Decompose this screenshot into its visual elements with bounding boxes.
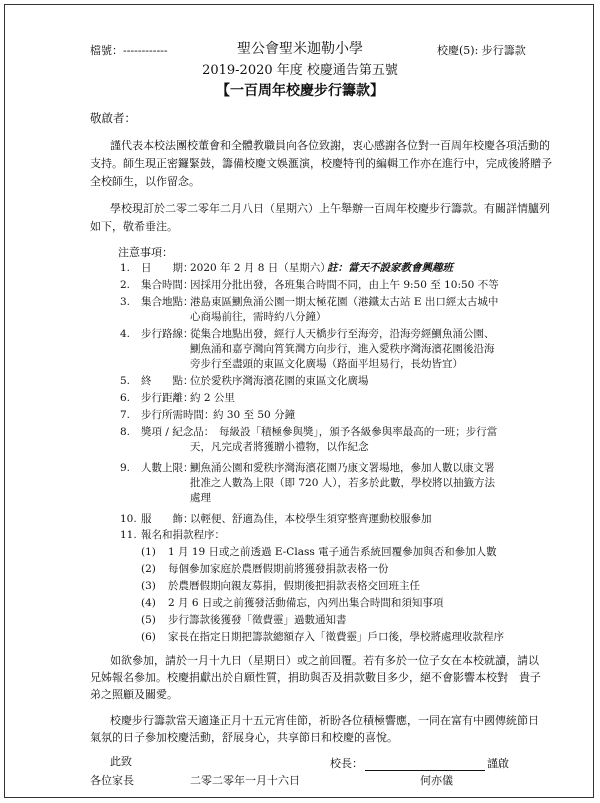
procedure-4-num: (4) xyxy=(141,597,156,609)
note-2-num: 2. xyxy=(120,279,131,291)
note-3-text-2: 心商場前往，需時約八分鐘） xyxy=(190,311,327,323)
closing-p1-line-3: 弟之照顧及關愛。 xyxy=(90,688,178,701)
note-8-text: 每級設「積極參與獎」，頒予各級參與率最高的一班；步行當 xyxy=(219,426,498,438)
note-1-remark: 註：當天不設家教會興趣班 xyxy=(327,262,453,274)
note-5-text: 位於愛秩序灣海濱花園的東區文化廣場 xyxy=(190,375,369,387)
intro-line-2: 支持。師生現正密鑼緊鼓，籌備校慶文娛滙演，校慶特刊的編輯工作亦在進行中，完成後將贈予 xyxy=(90,157,552,170)
note-10-label: 服 飾： xyxy=(141,513,194,525)
procedure-5-num: (5) xyxy=(141,614,156,626)
note-3-label: 集合地點： xyxy=(141,296,194,308)
reference-label: 校慶(5): 步行籌款 xyxy=(437,44,526,57)
note-9-label: 人數上限： xyxy=(141,462,194,474)
procedure-2-num: (2) xyxy=(141,563,156,575)
notes-label: 注意事項： xyxy=(118,246,173,259)
closing-p2-line-2: 氣氛的日子參加校慶活動，舒展身心，共享節日和校慶的喜悅。 xyxy=(90,731,398,744)
note-3-text: 港島東區鰂魚涌公園一期太極花園（港鐵太古站 E 出口經太古城中 xyxy=(190,296,499,308)
note-5-label: 終 點： xyxy=(141,375,194,387)
note-4-text: 從集合地點出發，經行人天橋步行至海旁，沿海旁經鰂魚涌公園、 xyxy=(190,328,495,340)
note-8-num: 8. xyxy=(120,426,131,438)
procedure-1-text: 1 月 19 日或之前透過 E-Class 電子通告系統回覆參加與否和參加人數 xyxy=(168,546,497,558)
note-8-text-2: 天，凡完成者將獲贈小禮物，以作紀念 xyxy=(190,441,369,453)
file-number: 檔號：------------ xyxy=(90,44,168,57)
procedure-6-num: (6) xyxy=(141,631,156,643)
note-1-text: 2020 年 2 月 8 日（星期六） xyxy=(190,262,331,274)
intro-line-3: 全校師生，以作留念。 xyxy=(90,175,200,188)
greeting: 敬啟者： xyxy=(90,111,136,125)
issue-date: 二零二零年一月十六日 xyxy=(190,774,300,787)
note-2-label: 集合時間： xyxy=(141,279,194,291)
note-4-text-2: 鰂魚涌和嘉亨灣向筲箕灣方向步行，進入愛秩序灣海濱花園後沿海 xyxy=(190,343,495,355)
note-1-num: 1. xyxy=(120,262,131,274)
note-7-label: 步行所需時間： xyxy=(141,409,215,421)
closing-p1-line-1: 如欲參加，請於一月十九日（星期日）或之前回覆。若有多於一位子女在本校就讀，請以 xyxy=(110,654,539,667)
note-6-num: 6. xyxy=(120,392,131,404)
closing-p1-line-2: 兄姊報名參加。校慶捐獻出於自願性質，捐助與否及捐款數目多少，絕不會影響本校對 貴子 xyxy=(90,671,541,684)
signature-block xyxy=(330,757,509,771)
procedure-4-text: 2 月 6 日或之前獲發活動備忘，內列出集合時間和須知事項 xyxy=(168,597,444,609)
procedure-1-num: (1) xyxy=(141,546,156,558)
recipient: 各位家長 xyxy=(90,774,134,787)
note-4-label: 步行路線： xyxy=(141,328,194,340)
note-8-label: 獎項 / 紀念品： xyxy=(141,426,215,438)
signature-suffix: 謹啟 xyxy=(487,757,509,770)
procedure-3-text: 於農曆假期向親友募捐，假期後把捐款表格交回班主任 xyxy=(168,580,420,592)
school-name: 聖公會聖米迦勒小學 xyxy=(237,41,363,57)
note-9-text-2: 批准之人數為上限（即 720 人），若多於此數，學校將以抽籤方法 xyxy=(190,477,495,489)
note-1-label: 日 期： xyxy=(141,262,194,274)
note-10-text: 以輕便、舒適為佳，本校學生須穿整齊運動校服參加 xyxy=(190,513,432,525)
note-6-text: 約 2 公里 xyxy=(190,392,235,404)
note-6-label: 步行距離： xyxy=(141,392,194,404)
closing-p2-line-1: 校慶步行籌款當天適逢正月十五元宵佳節，祈盼各位積極響應，一同在富有中國傳統節日 xyxy=(110,714,539,727)
note-3-num: 3. xyxy=(120,296,131,308)
note-4-text-3: 旁步行至盡頭的東區文化廣場（路面平坦易行，長幼皆宜） xyxy=(190,358,463,370)
note-10-num: 10. xyxy=(120,513,137,525)
note-4-num: 4. xyxy=(120,328,131,340)
procedure-2-text: 每個參加家庭於農曆假期前將獲發捐款表格一份 xyxy=(168,563,389,575)
event-line-1: 學校現訂於二零二零年二月八日（星期六）上午舉辦一百周年校慶步行籌款。有關詳情臚列 xyxy=(110,202,550,215)
note-7-num: 7. xyxy=(120,409,131,421)
notice-subject: 【一百周年校慶步行籌款】 xyxy=(216,83,384,99)
note-2-text: 因採用分批出發，各班集合時間不同，由上午 9:50 至 10:50 不等 xyxy=(190,279,499,291)
note-11-num: 11. xyxy=(120,529,137,541)
signature-line xyxy=(365,759,485,771)
procedure-3-num: (3) xyxy=(141,580,156,592)
note-5-num: 5. xyxy=(120,375,131,387)
note-9-num: 9. xyxy=(120,462,131,474)
note-9-text: 鰂魚涌公園和愛秩序灣海濱花園乃康文署場地，參加人數以康文署 xyxy=(190,462,495,474)
closing-ci: 此致 xyxy=(110,755,132,768)
note-9-text-3: 處理 xyxy=(190,492,211,504)
intro-line-1: 謹代表本校法團校董會和全體教職員向各位致謝，衷心感謝各位對一百周年校慶各項活動的 xyxy=(110,139,550,152)
event-line-2: 如下，敬希垂注。 xyxy=(90,220,178,233)
signature-label: 校長： xyxy=(330,757,363,770)
procedure-6-text: 家長在指定日期把籌款總額存入「徵費靈」戶口後，學校將處理收款程序 xyxy=(168,631,504,643)
note-7-text: 約 30 至 50 分鐘 xyxy=(213,409,296,421)
note-11-label: 報名和捐款程序： xyxy=(141,529,225,541)
procedure-5-text: 步行籌款後獲發「徵費靈」過數通知書 xyxy=(168,614,347,626)
notice-title: 2019-2020 年度 校慶通告第五號 xyxy=(202,63,398,78)
principal-name: 何亦儀 xyxy=(420,774,453,787)
